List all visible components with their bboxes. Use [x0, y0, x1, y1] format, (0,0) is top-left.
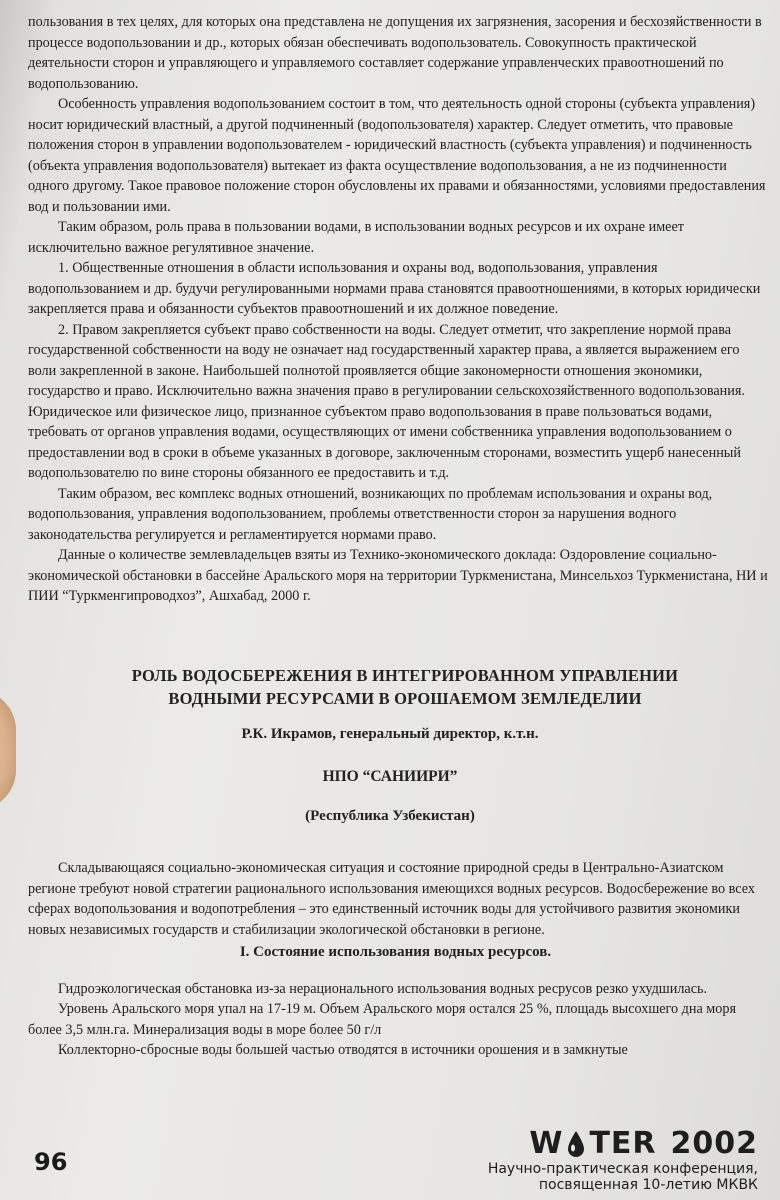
- logo-letter: W: [529, 1126, 564, 1161]
- conference-logo: [488, 1126, 758, 1193]
- paragraph: Коллекторно-сбросные воды большей частью отводятся в источники орошения и в замкнутые: [58, 1042, 628, 1058]
- upper-article-text: [28, 12, 768, 607]
- article-author: Р.К. Икрамов, генеральный директор, к.т.н.: [241, 726, 539, 742]
- article-title: [60, 664, 750, 710]
- page-number: 96: [34, 1148, 68, 1176]
- conference-caption-line: Научно-практическая конференция,: [487, 1161, 758, 1177]
- paragraph: 2. Правом закрепляется субъект право собственности на воды. Следует отметит, что закрепление нормой права государственной собственности на воду не означает над государственный характер права, а является выражением его воли закрепленной в законе. Наибольшей полнотой проявляется общие закономерности отношения экономики, государство и право. Исключительно важна значения право в регулировании сельскохозяйственного водопользования. Юридическое или физическое лицо, признанное субъектом право водопользования в праве пользоваться водами, требовать от органов управления водами, осуществляющих от имени собственника управления водопользованием о предоставлении вод в сроки в объеме указанных в договоре, заключенным сторонами, возместить ущерб нанесенный водопользователю по вине стороны обязанного ее предоставить и т.д.: [28, 321, 745, 481]
- logo-year: 2002: [670, 1126, 758, 1161]
- paragraph: Гидроэкологическая обстановка из-за нерационального использования водных ресрусов резко ухудшилась.: [58, 980, 708, 997]
- conference-caption-line: посвященная 10-летию МКВК: [538, 1177, 758, 1193]
- thumb-finger: [0, 690, 16, 810]
- title-line: РОЛЬ ВОДОСБЕРЕЖЕНИЯ В ИНТЕГРИРОВАННОМ УПРАВЛЕНИИ: [131, 666, 679, 685]
- paragraph: Уровень Аральского моря упал на 17-19 м. Объем Аральского моря остался 25 %, площадь высохшего дна моря более 3,5 млн.га. Минерализация воды в море более 50 г/л: [28, 1001, 736, 1038]
- article-body: [28, 858, 763, 1061]
- intro-paragraph: Складывающаяся социально-экономическая ситуация и состояние природной среды в Центрально-Азиатском регионе требуют новой стратегии рационального использования имеющихся водных ресурсов. Водосбережение во всех сферах водопользования и водопотребления – это единственный источник воды для устойчивого развития экономики новых независимых государств и стабилизации экологической обстановки в регионе.: [28, 860, 755, 938]
- paragraph: 1. Общественные отношения в области использования и охраны вод, водопользования, управления водопользованием и др. будучи регулированными нормами права становятся правоотношениями, в которых юридически закрепляется права и обязанности субъектов правоотношений и их должное поведение.: [28, 260, 761, 317]
- paragraph: Данные о количестве землевладельцев взяты из Технико-экономического доклада: Оздоровление социально-экономической обстановки в бассейне Аральского моря на территории Туркменистана, Минсельхоз Туркменистана, НИ и ПИИ “Туркменгипроводхоз”, Ашхабад, 2000 г.: [28, 547, 768, 604]
- title-line: ВОДНЫМИ РЕСУРСАМИ В ОРОШАЕМОМ ЗЕМЛЕДЕЛИИ: [168, 689, 642, 708]
- article-organization: НПО “САНИИРИ”: [322, 768, 458, 785]
- water-2002-logo: [488, 1126, 758, 1161]
- article-country: (Республика Узбекистан): [305, 808, 475, 824]
- water-drop-icon: [565, 1129, 587, 1159]
- logo-letters: TER: [589, 1126, 657, 1161]
- paragraph: пользования в тех целях, для которых она представлена не допущения их загрязнения, засорения и бесхозяйственности в процессе водопользовании и др., которых обязан обеспечивать водопользователь. Совокупность практической деятельности сторон и управляющего и управляемого составляет содержание управленческих правоотношений по водопользованию.: [28, 14, 762, 92]
- section-heading: I. Состояние использования водных ресурсов.: [239, 944, 552, 960]
- paragraph: Таким образом, вес комплекс водных отношений, возникающих по проблемам использования и охраны вод, водопользования, управления водопользованием, проблемы ответственности сторон за нарушения водного законодательства регулируется и регламентируется нормами право.: [28, 485, 713, 543]
- paragraph: Особенность управления водопользованием состоит в том, что деятельность одной стороны (субъекта управления) носит юридический властный, а другой подчиненный (водопользователя) характер. Следует отметить, что правовые положения сторон в управлении водопользователем - юридический властность (субъекта управления) и подчиненность (объекта управления водопользователя) вытекает из факта осуществление водопользования, а не из подчиненности одного другому. Такое правовое положение сторон обусловлены их правами и обязанностями, условиями предоставления вод и пользовании ими.: [28, 96, 766, 215]
- paragraph: Таким образом, роль права в пользовании водами, в использовании водных ресурсов и их охране имеет исключительно важное регулятивное значение.: [28, 219, 684, 256]
